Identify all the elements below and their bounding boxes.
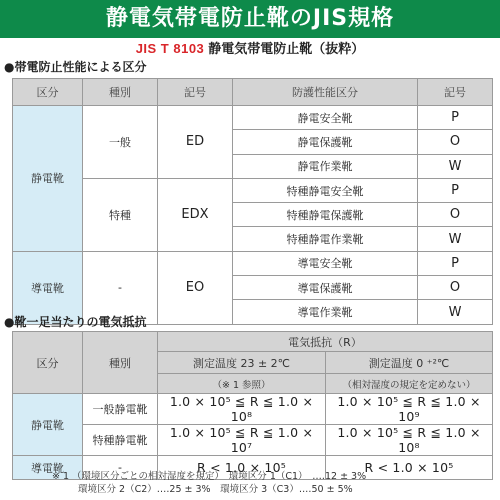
section-heading-resistance: ●靴一足当たりの電気抵抗: [4, 315, 147, 329]
header-cell: 電気抵抗（R）: [158, 332, 493, 352]
type-cell: 特種静電靴: [83, 425, 158, 456]
code-cell: EO: [158, 251, 233, 324]
performance-cell: 導電保護靴: [233, 276, 418, 300]
header-cell: 区分: [13, 332, 83, 394]
footnote: 環境区分 2（C2）‥‥25 ± 3% 環境区分 3（C3）‥‥50 ± 5%: [78, 484, 353, 495]
symbol-cell: P: [418, 178, 493, 202]
table-header-row: [13, 79, 493, 106]
resistance-cell: R < 1.0 × 10⁵: [326, 456, 493, 480]
performance-cell: 特種静電安全靴: [233, 178, 418, 202]
standard-name: 静電気帯電防止靴（抜粋）: [208, 42, 365, 57]
symbol-cell: O: [418, 203, 493, 227]
header-cell: 測定温度 23 ± 2℃: [158, 352, 326, 374]
header-cell: 測定温度 0 ⁺²℃: [326, 352, 493, 374]
category-cell: 静電靴: [13, 394, 83, 456]
subtitle: [0, 40, 500, 59]
resistance-cell: 1.0 × 10⁵ ≦ R ≦ 1.0 × 10⁸: [326, 425, 493, 456]
table-row: [13, 106, 493, 130]
footnote: ※ 1 （環境区分ごとの相対湿度を規定） 環境区分 1（C1） ‥‥12 ± 3%: [52, 471, 367, 482]
resistance-cell: 1.0 × 10⁵ ≦ R ≦ 1.0 × 10⁹: [326, 394, 493, 425]
type-cell: 特種: [83, 178, 158, 251]
symbol-cell: W: [418, 227, 493, 251]
performance-cell: 静電保護靴: [233, 130, 418, 154]
resistance-cell: 1.0 × 10⁵ ≦ R ≦ 1.0 × 10⁸: [158, 394, 326, 425]
table-header-row: [13, 332, 493, 352]
performance-cell: 静電作業靴: [233, 154, 418, 178]
type-cell: 一般静電靴: [83, 394, 158, 425]
header-cell: 記号: [418, 79, 493, 106]
resistance-cell: 1.0 × 10⁵ ≦ R ≦ 1.0 × 10⁷: [158, 425, 326, 456]
table-row: [13, 251, 493, 275]
table-row: [13, 394, 493, 425]
code-cell: EDX: [158, 178, 233, 251]
header-cell: 記号: [158, 79, 233, 106]
category-cell: 導電靴: [13, 251, 83, 324]
resistance-table: [12, 331, 493, 480]
header-cell: 種別: [83, 79, 158, 106]
type-cell: 一般: [83, 106, 158, 179]
symbol-cell: P: [418, 251, 493, 275]
symbol-cell: W: [418, 300, 493, 324]
header-note-cell: （※ 1 参照）: [158, 374, 326, 394]
type-cell: -: [83, 251, 158, 324]
header-cell: 防護性能区分: [233, 79, 418, 106]
code-cell: ED: [158, 106, 233, 179]
symbol-cell: O: [418, 130, 493, 154]
performance-cell: 導電作業靴: [233, 300, 418, 324]
category-cell: 静電靴: [13, 106, 83, 252]
header-cell: 区分: [13, 79, 83, 106]
antistatic-class-table: [12, 78, 493, 325]
type-cell: -: [83, 456, 158, 480]
performance-cell: 特種静電作業靴: [233, 227, 418, 251]
performance-cell: 導電安全靴: [233, 251, 418, 275]
table-row: [13, 425, 493, 456]
symbol-cell: P: [418, 106, 493, 130]
page-title: 静電気帯電防止靴のJIS規格: [0, 0, 500, 38]
symbol-cell: O: [418, 276, 493, 300]
header-cell: 種別: [83, 332, 158, 394]
table-row: [13, 178, 493, 202]
performance-cell: 静電安全靴: [233, 106, 418, 130]
performance-cell: 特種静電保護靴: [233, 203, 418, 227]
symbol-cell: W: [418, 154, 493, 178]
section-heading-antistatic-class: ●帯電防止性能による区分: [4, 60, 147, 74]
resistance-cell: R < 1.0 × 10⁵: [158, 456, 326, 480]
category-cell: 導電靴: [13, 456, 83, 480]
header-note-cell: （相対湿度の規定を定めない）: [326, 374, 493, 394]
standard-number: JIS T 8103: [135, 41, 205, 56]
